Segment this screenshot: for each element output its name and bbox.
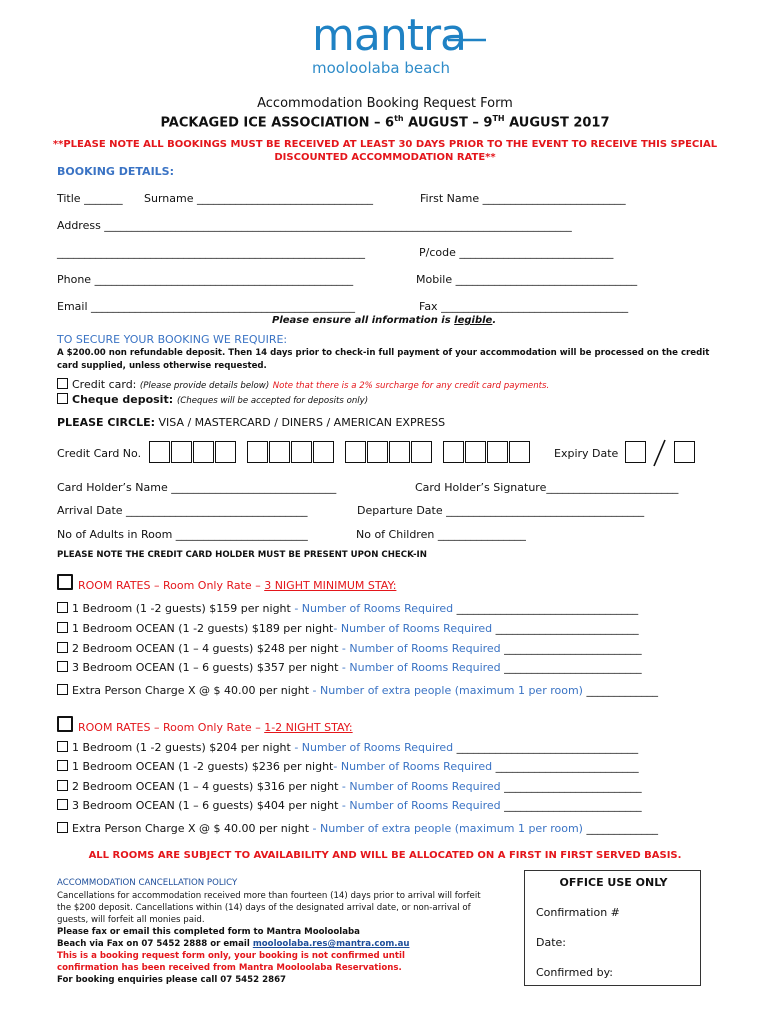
extra-person-12night-row[interactable]	[57, 822, 658, 835]
extra-people-line[interactable]: _____________	[582, 822, 658, 835]
cancellation-line-2: the $200 deposit. Cancellations within (14) days of the designated arrival date, or non-arrival of	[57, 903, 471, 913]
office-use-heading: OFFICE USE ONLY	[559, 876, 668, 889]
legible-note-word: legible	[454, 315, 493, 326]
rate-12night-row[interactable]	[57, 799, 642, 812]
rate-checkbox[interactable]	[57, 780, 68, 791]
rates-12night-checkbox[interactable]	[57, 716, 73, 732]
expiry-label: Expiry Date	[554, 447, 619, 460]
logo-main-text: mantra	[312, 10, 467, 61]
phone-field[interactable]: Phone _______________________________________________	[57, 273, 354, 286]
rate-checkbox[interactable]	[57, 760, 68, 771]
form-title: Accommodation Booking Request Form	[257, 96, 513, 111]
rate-text: 3 Bedroom OCEAN (1 – 6 guests) $404 per night	[72, 799, 339, 812]
expiry-year-box[interactable]	[674, 441, 695, 463]
extra-person-checkbox[interactable]	[57, 822, 68, 833]
legible-note-text: Please ensure all information is	[272, 315, 455, 326]
rate-checkbox[interactable]	[57, 799, 68, 810]
rooms-required-line[interactable]: _________________________	[500, 780, 642, 793]
arrival-date-field[interactable]: Arrival Date _________________________________	[57, 504, 308, 517]
office-confirmed-by-label: Confirmed by:	[536, 966, 613, 979]
secure-heading: TO SECURE YOUR BOOKING WE REQUIRE:	[57, 333, 288, 346]
rooms-required-line[interactable]: __________________________	[492, 622, 639, 635]
postcode-field[interactable]: P/code ____________________________	[419, 246, 614, 259]
fax-email-text: Beach via Fax on 07 5452 2888 or email	[57, 939, 253, 949]
rooms-required-label: - Number of Rooms Required	[290, 602, 454, 615]
rate-3night-row[interactable]	[57, 622, 639, 635]
card-group-3[interactable]	[345, 441, 433, 463]
cancellation-line-8: For booking enquiries please call 07 5452 2867	[57, 975, 287, 985]
address-line-2-field[interactable]: ________________________________________________________	[57, 246, 365, 259]
cancellation-heading: ACCOMMODATION CANCELLATION POLICY	[57, 878, 238, 888]
please-circle-label: PLEASE CIRCLE:	[57, 416, 155, 429]
rates-3night-heading-stay: 3 NIGHT MINIMUM STAY:	[264, 579, 397, 592]
legible-note	[272, 315, 496, 326]
email-field[interactable]: Email ________________________________________________	[57, 300, 356, 313]
rate-checkbox[interactable]	[57, 622, 68, 633]
expiry-month-box[interactable]	[625, 441, 646, 463]
fax-field[interactable]: Fax __________________________________	[419, 300, 629, 313]
rates-3night-checkbox[interactable]	[57, 574, 73, 590]
logo	[308, 6, 498, 86]
card-group-4[interactable]	[443, 441, 531, 463]
card-holder-signature-field[interactable]: Card Holder’s Signature________________________	[415, 481, 679, 494]
extra-person-checkbox[interactable]	[57, 684, 68, 695]
cheque-checkbox[interactable]	[57, 393, 68, 404]
notice-line-2: DISCOUNTED ACCOMMODATION RATE**	[274, 152, 496, 163]
rate-checkbox[interactable]	[57, 642, 68, 653]
card-number-boxes[interactable]	[149, 441, 541, 463]
credit-card-label: Credit card:	[72, 378, 137, 391]
rates-12night-heading[interactable]	[57, 716, 353, 734]
cancellation-line-6: This is a booking request form only, your booking is not confirmed until	[57, 951, 405, 961]
rooms-required-label: - Number of Rooms Required	[338, 780, 501, 793]
cancellation-line-1: Cancellations for accommodation received more than fourteen (14) days prior to arrival will forfeit	[57, 891, 481, 901]
rooms-required-label: - Number of Rooms Required	[338, 799, 501, 812]
mobile-field[interactable]: Mobile _________________________________	[416, 273, 638, 286]
secure-text-1: A $200.00 non refundable deposit. Then 14 days prior to check-in full payment of your accommodation will be processed on the credit	[57, 348, 710, 358]
title-field[interactable]: Title _______	[57, 192, 123, 205]
holder-present-note: PLEASE NOTE THE CREDIT CARD HOLDER MUST BE PRESENT UPON CHECK-IN	[57, 550, 427, 560]
children-field[interactable]: No of Children ________________	[356, 528, 526, 541]
availability-note: ALL ROOMS ARE SUBJECT TO AVAILABILITY AND WILL BE ALLOCATED ON A FIRST IN FIRST SERVED BASIS.	[88, 850, 682, 861]
booking-heading: BOOKING DETAILS:	[57, 165, 174, 178]
card-holder-name-field[interactable]: Card Holder’s Name ______________________________	[57, 481, 337, 494]
rate-text: 1 Bedroom OCEAN (1 -2 guests) $236 per night	[72, 760, 334, 773]
rate-12night-row[interactable]	[57, 780, 642, 793]
extra-people-label: - Number of extra people (maximum 1 per room)	[309, 684, 583, 697]
rate-12night-row[interactable]	[57, 741, 638, 754]
cancellation-line-7: confirmation has been received from Mantra Mooloolaba Reservations.	[57, 963, 402, 973]
rooms-required-line[interactable]: __________________________	[492, 760, 639, 773]
office-use-box	[524, 870, 701, 986]
rate-checkbox[interactable]	[57, 602, 68, 613]
card-group-1[interactable]	[149, 441, 237, 463]
first-name-field[interactable]: First Name __________________________	[420, 192, 626, 205]
rate-3night-row[interactable]	[57, 642, 642, 655]
rate-checkbox[interactable]	[57, 741, 68, 752]
reservations-email-link[interactable]: mooloolaba.res@mantra.com.au	[252, 939, 410, 949]
rooms-required-label: - Number of Rooms Required	[338, 661, 501, 674]
office-date-label: Date:	[536, 936, 566, 949]
rooms-required-label: - Number of Rooms Required	[290, 741, 454, 754]
rooms-required-label: - Number of Rooms Required	[333, 622, 493, 635]
office-confirmation-label: Confirmation #	[536, 906, 620, 919]
rates-12night-heading-text: ROOM RATES – Room Only Rate –	[78, 721, 265, 734]
departure-date-field[interactable]: Departure Date ____________________________________	[357, 504, 645, 517]
rooms-required-line[interactable]: _________________________	[500, 799, 642, 812]
cancellation-line-3: guests, will forfeit all monies paid.	[57, 915, 205, 925]
cancellation-line-5	[57, 939, 409, 949]
extra-person-text: Extra Person Charge X @ $ 40.00 per night	[72, 684, 310, 697]
notice-line-1: **PLEASE NOTE ALL BOOKINGS MUST BE RECEIVED AT LEAST 30 DAYS PRIOR TO THE EVENT TO RECEIVE THIS SPECIAL	[52, 139, 718, 150]
card-group-2[interactable]	[247, 441, 335, 463]
rooms-required-line[interactable]: _________________________________	[453, 602, 639, 615]
rates-12night-heading-stay: 1-2 NIGHT STAY:	[264, 721, 353, 734]
extra-person-3night-row[interactable]	[57, 684, 658, 697]
rate-text: 1 Bedroom (1 -2 guests) $204 per night	[72, 741, 291, 754]
credit-card-detail: (Please provide details below)	[139, 381, 270, 391]
credit-card-option[interactable]	[57, 378, 549, 391]
surname-field[interactable]: Surname ________________________________	[144, 192, 373, 205]
logo-swoosh	[448, 34, 488, 46]
extra-people-line[interactable]: _____________	[582, 684, 658, 697]
rate-checkbox[interactable]	[57, 661, 68, 672]
rates-3night-heading[interactable]	[57, 574, 396, 592]
rate-text: 2 Bedroom OCEAN (1 – 4 guests) $248 per night	[72, 642, 339, 655]
card-number-label: Credit Card No.	[57, 447, 142, 460]
rate-text: 1 Bedroom (1 -2 guests) $159 per night	[72, 602, 291, 615]
rooms-required-label: - Number of Rooms Required	[333, 760, 493, 773]
credit-card-surcharge: Note that there is a 2% surcharge for any credit card payments.	[272, 381, 550, 391]
rate-text: 1 Bedroom OCEAN (1 -2 guests) $189 per night	[72, 622, 334, 635]
rate-3night-row[interactable]	[57, 602, 638, 615]
rate-text: 3 Bedroom OCEAN (1 – 6 guests) $357 per night	[72, 661, 339, 674]
address-field[interactable]: Address _____________________________________________________________________________________	[57, 219, 572, 232]
extra-people-label: - Number of extra people (maximum 1 per room)	[309, 822, 583, 835]
cheque-label: Cheque deposit:	[72, 393, 174, 406]
rooms-required-label: - Number of Rooms Required	[338, 642, 501, 655]
credit-card-checkbox[interactable]	[57, 378, 68, 389]
rate-3night-row[interactable]	[57, 661, 642, 674]
expiry-slash	[650, 438, 670, 468]
cheque-detail: (Cheques will be accepted for deposits only)	[176, 396, 369, 406]
rates-3night-heading-text: ROOM RATES – Room Only Rate –	[78, 579, 265, 592]
form-subtitle: PACKAGED ICE ASSOCIATION – 6th AUGUST – 9TH AUGUST 2017	[160, 114, 610, 131]
rooms-required-line[interactable]: _________________________	[500, 661, 642, 674]
cancellation-line-4: Please fax or email this completed form to Mantra Mooloolaba	[57, 927, 360, 937]
secure-text-2: card supplied, unless otherwise requested.	[57, 361, 267, 371]
card-type-options[interactable]: VISA / MASTERCARD / DINERS / AMERICAN EXPRESS	[158, 416, 446, 429]
rate-12night-row[interactable]	[57, 760, 639, 773]
logo-sub-text: mooloolaba beach	[312, 59, 451, 77]
adults-field[interactable]: No of Adults in Room ________________________	[57, 528, 308, 541]
rate-text: 2 Bedroom OCEAN (1 – 4 guests) $316 per night	[72, 780, 339, 793]
please-circle	[57, 416, 445, 429]
extra-person-text: Extra Person Charge X @ $ 40.00 per night	[72, 822, 310, 835]
rooms-required-line[interactable]: _________________________	[500, 642, 642, 655]
rooms-required-line[interactable]: _________________________________	[453, 741, 639, 754]
legible-note-end: .	[492, 315, 497, 326]
cheque-option[interactable]	[57, 393, 368, 406]
